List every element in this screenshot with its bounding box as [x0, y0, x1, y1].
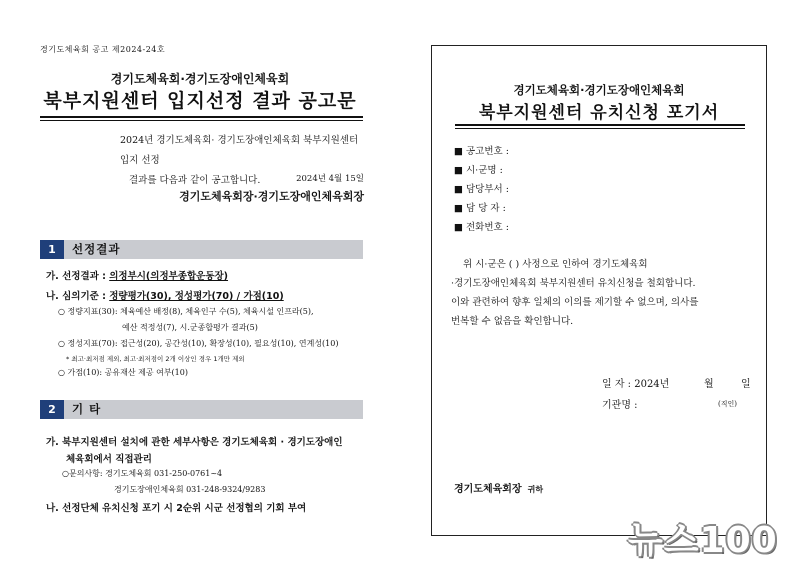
item-a-line-1: 가. 북부지원센터 설치에 관한 세부사항은 경기도체육회 · 경기도장애인 [46, 437, 343, 448]
section-2-number: 2 [40, 400, 64, 419]
result-value: 의정부시(의정부종합운동장) [109, 271, 229, 282]
contact-line-1: ○문의사항: 경기도체육회 031-250-0761~4 [62, 469, 223, 478]
result-prefix: 가. 선정결과 : [46, 271, 110, 282]
section-1-title: 선정결과 [72, 242, 121, 256]
addressee-name: 경기도체육회장 [454, 484, 522, 495]
date-label: 일 자 : 2024년 [602, 379, 670, 390]
section-1-number: 1 [40, 240, 64, 259]
field-department: ■ 담당부서 : [454, 184, 509, 195]
criteria-value: 정량평가(30), 정성평가(70) / 가점(10) [109, 291, 284, 302]
waiver-title-rule-thin [455, 128, 745, 129]
result-line [46, 268, 228, 282]
field-contact-person: ■ 담 당 자 : [454, 203, 506, 214]
title-rule-thin [40, 120, 363, 121]
addressee-suffix: 귀하 [527, 484, 544, 494]
title-rule [40, 116, 363, 118]
waiver-title-rule [455, 124, 745, 126]
stamp-note: (직인) [718, 400, 737, 408]
org-line: 경기도체육회·경기도장애인체육회 [110, 72, 290, 86]
field-phone: ■ 전화번호 : [454, 222, 509, 233]
criteria-line [46, 288, 284, 302]
news100-watermark-logo: 뉴스100 [628, 520, 778, 561]
waiver-body-line-1: 위 시·군은 ( ) 사정으로 인하여 경기도체육회 [463, 259, 648, 270]
waiver-org-line: 경기도체육회·경기도장애인체육회 [513, 83, 685, 97]
waiver-title: 북부지원센터 유치신청 포기서 [478, 103, 720, 123]
month-label: 월 [704, 379, 714, 390]
intro-line-2: 결과를 다음과 같이 공고합니다. [129, 175, 261, 186]
intro-line-1: 2024년 경기도체육회· 경기도장애인체육회 북부지원센터 입지 선정 [120, 135, 359, 166]
field-city-name: ■ 시·군명 : [454, 165, 503, 176]
day-label: 일 [741, 379, 751, 390]
section-2-title: 기 타 [72, 402, 102, 416]
item-b: 나. 선정단체 유치신청 포기 시 2순위 시군 선정협의 기회 부여 [46, 503, 307, 514]
doc-number: 경기도체육회 공고 제2024-24호 [40, 45, 166, 54]
qual-line: ○ 정성지표(70): 접근성(20), 공간성(10), 확장성(10), 필요성(10), 연계성(10) [58, 339, 339, 348]
waiver-body-line-3: 이와 관련하여 향후 일체의 이의를 제기할 수 없으며, 의사를 [451, 297, 699, 308]
notice-date: 2024년 4월 15일 [296, 174, 364, 184]
field-notice-number: ■ 공고번호 : [454, 146, 509, 157]
addressee [454, 480, 543, 495]
criteria-prefix: 나. 심의기준 : [46, 291, 110, 302]
qual-note: * 최고·최저점 제외, 최고·최저점이 2개 이상인 경우 1개만 제외 [66, 355, 245, 363]
item-a-line-2: 체육회에서 직접관리 [66, 454, 152, 465]
agency-label: 기관명 : [602, 400, 638, 411]
quant-line-2: 예산 적정성(7), 시.군종합평가 결과(5) [122, 323, 258, 332]
notice-signer: 경기도체육회장·경기도장애인체육회장 [179, 190, 364, 203]
waiver-body-line-4: 번복할 수 없음을 확인합니다. [451, 316, 574, 327]
bonus-line: ○ 가점(10): 공유재산 제공 여부(10) [58, 368, 188, 377]
notice-title: 북부지원센터 입지선정 결과 공고문 [43, 90, 357, 112]
quant-line-1: ○ 정량지표(30): 체육예산 배정(8), 체육인구 수(5), 체육시설 인프라(5), [58, 307, 314, 316]
waiver-body [451, 255, 751, 331]
waiver-body-line-2: ·경기도장애인체육회 북부지원센터 유치신청을 철회합니다. [451, 278, 696, 289]
contact-line-2: 경기도장애인체육회 031-248-9324/9283 [114, 485, 266, 494]
